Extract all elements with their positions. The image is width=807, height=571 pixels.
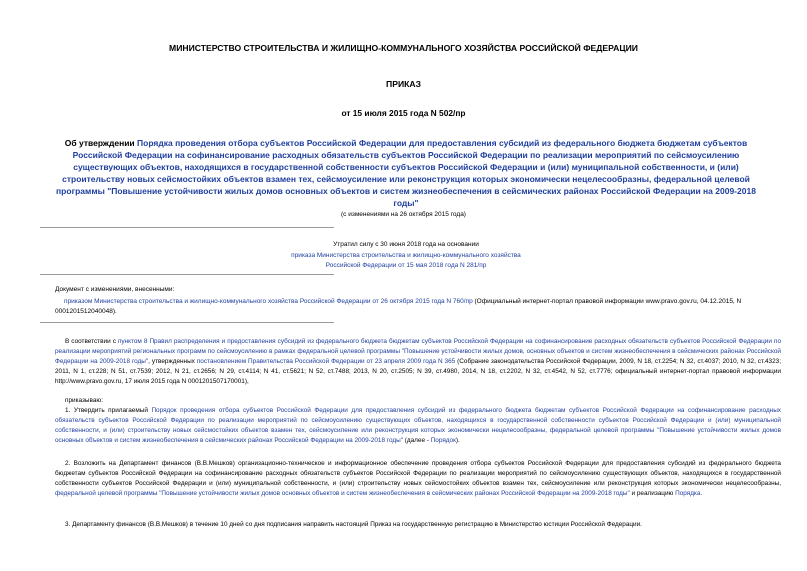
document-type-heading: ПРИКАЗ xyxy=(386,79,421,89)
changes-body xyxy=(55,297,780,317)
item-1-text: (далее - xyxy=(402,437,431,444)
preamble-text: (Собрание законодательства Российской Федерации, 2009, N 18, ст.2254; N 32, ст.4037; 2010, N 32, ст.4323; 2011, N 1, ст.228; N 51, ст.7539; 2012, N 21, ст.2656; N 29, ст.4114; N 41, ст.5621; N 52, ст.7488; 2013, N 20, ст.2505; N 39, ст.4980, 2014, N 18, ст.2202, N 32, ст.4542, N 52, ст.7776; официальный интернет-портал правовой информации http://www.pravo.gov.ru, 17 июля 2015 года N 0001201507170001), xyxy=(55,358,781,385)
lost-force-notice xyxy=(250,240,562,272)
document-title xyxy=(44,137,768,209)
item-1-link-short[interactable]: Порядок xyxy=(430,437,456,444)
item-3-paragraph: 3. Департаменту финансов (В.В.Мешков) в течение 10 дней со дня подписания направить настоящий Приказ на государственную регистрацию в Министерство юстиции Российской Федерации. xyxy=(65,521,642,528)
divider xyxy=(40,227,334,228)
title-link[interactable]: Порядка проведения отбора субъектов Российской Федерации для предоставления субсидий из федерального бюджета бюджетам субъектов Российской Федерации на софинансирование расходных обязательств субъектов Российской Федерации по реализации мероприятий по сейсмоусилению существующих объектов, находящихся в государственной собственности субъектов Российской Федерации и (или) муниципальной собственности, и (или) строительству новых сейсмостойких объектов взамен тех, сейсмоусиление или реконструкция которых экономически нецелесообразны, федеральной целевой программы "Повышение устойчивости жилых домов основных объектов и систем жизнеобеспечения в сейсмических районах Российской Федерации на 2009-2018 годы" xyxy=(56,138,756,208)
divider xyxy=(40,274,334,275)
lost-force-text: Утратил силу с 30 июня 2018 года на основании xyxy=(333,241,479,248)
item-2-text: 2. Возложить на Департамент финансов (В.В.Мешков) организационно-техническое и информационное обеспечение проведения отбора субъектов Российской Федерации для предоставления субсидий из федерального бюджета бюджетам субъектов Российской Федерации на софинансирование расходных обязательств субъектов Российской Федерации по реализации мероприятий по сейсмоусилению существующих объектов, находящихся в государственной собственности субъектов Российской Федерации и (или) муниципальной собственности, и (или) строительству новых сейсмостойких объектов взамен тех, сейсмоусиление или реконструкция которых экономически нецелесообразны, xyxy=(55,460,781,487)
lost-force-link-1[interactable]: приказа Министерства строительства и жилищно-коммунального хозяйства xyxy=(291,251,521,259)
preamble-paragraph xyxy=(55,337,781,387)
preamble-text: , утвержденных xyxy=(148,358,197,365)
changes-tail: (Официальный интернет-портал правовой информации www.pravo.gov.ru, 04.12.2015, N 0001201512040048). xyxy=(55,298,742,315)
item-1-text: 1. Утвердить прилагаемый xyxy=(65,407,152,414)
edition-note: (с изменениями на 26 октября 2015 года) xyxy=(341,211,466,218)
preamble-text: В соответствии с xyxy=(65,338,118,345)
order-word: приказываю: xyxy=(65,397,103,404)
item-2-link-program[interactable]: федеральной целевой программы "Повышение устойчивости жилых домов основных объектов и систем жизнеобеспечения в сейсмических районах Российской Федерации на 2009-2018 годы" xyxy=(55,490,630,497)
divider xyxy=(40,322,334,323)
item-1-paragraph xyxy=(55,406,781,446)
item-2-text: . xyxy=(700,490,703,497)
item-2-paragraph xyxy=(55,459,781,499)
ministry-heading: МИНИСТЕРСТВО СТРОИТЕЛЬСТВА И ЖИЛИЩНО-КОММУНАЛЬНОГО ХОЗЯЙСТВА РОССИЙСКОЙ ФЕДЕРАЦИИ xyxy=(169,43,638,53)
lost-force-link-2[interactable]: Российской Федерации от 15 мая 2018 года N 281/пр xyxy=(325,262,487,269)
item-2-text: и реализацию xyxy=(629,490,676,497)
changes-heading: Документ с изменениями, внесенными: xyxy=(55,286,175,293)
preamble-link-rules[interactable]: пунктом 8 Правил распределения и предоставления субсидий из федерального бюджета бюджетам субъектов Российской Федерации на софинансирование расходных обязательств субъектов Российской Федерации по реализации мероприятий региональных программ по сейсмоусилению в рамках федеральной целевой программы "Повышение устойчивости жилых домов, основных объектов и систем жизнеобеспечения в сейсмических районах Российской Федерации на 2009-2018 годы" xyxy=(55,338,781,365)
item-1-link-procedure[interactable]: Порядок проведения отбора субъектов Российской Федерации для предоставления субсидий из федерального бюджета бюджетам субъектов Российской Федерации на софинансирование расходных обязательств субъектов Российской Федерации по реализации мероприятий по сейсмоусилению существующих объектов, находящихся в государственной собственности субъектов Российской Федерации и (или) муниципальной собственности, и (или) строительству новых сейсмостойких объектов взамен тех, сейсмоусиление или реконструкция которых экономически нецелесообразны, федеральной целевой программы "Повышение устойчивости жилых домов основных объектов и систем жизнеобеспечения в сейсмических районах Российской Федерации на 2009-2018 годы" xyxy=(55,407,781,444)
title-prefix: Об утверждении xyxy=(64,138,138,148)
item-1-text: ). xyxy=(455,437,460,444)
document-date: от 15 июля 2015 года N 502/пр xyxy=(341,108,466,118)
item-2-link-procedure[interactable]: Порядка xyxy=(675,490,701,497)
changes-link[interactable]: приказом Министерства строительства и жилищно-коммунального хозяйства Российской Федерации от 26 октября 2015 года N 760/пр xyxy=(64,298,473,305)
preamble-link-resolution[interactable]: постановлением Правительства Российской Федерации от 23 апреля 2009 года N 365 xyxy=(196,358,456,365)
